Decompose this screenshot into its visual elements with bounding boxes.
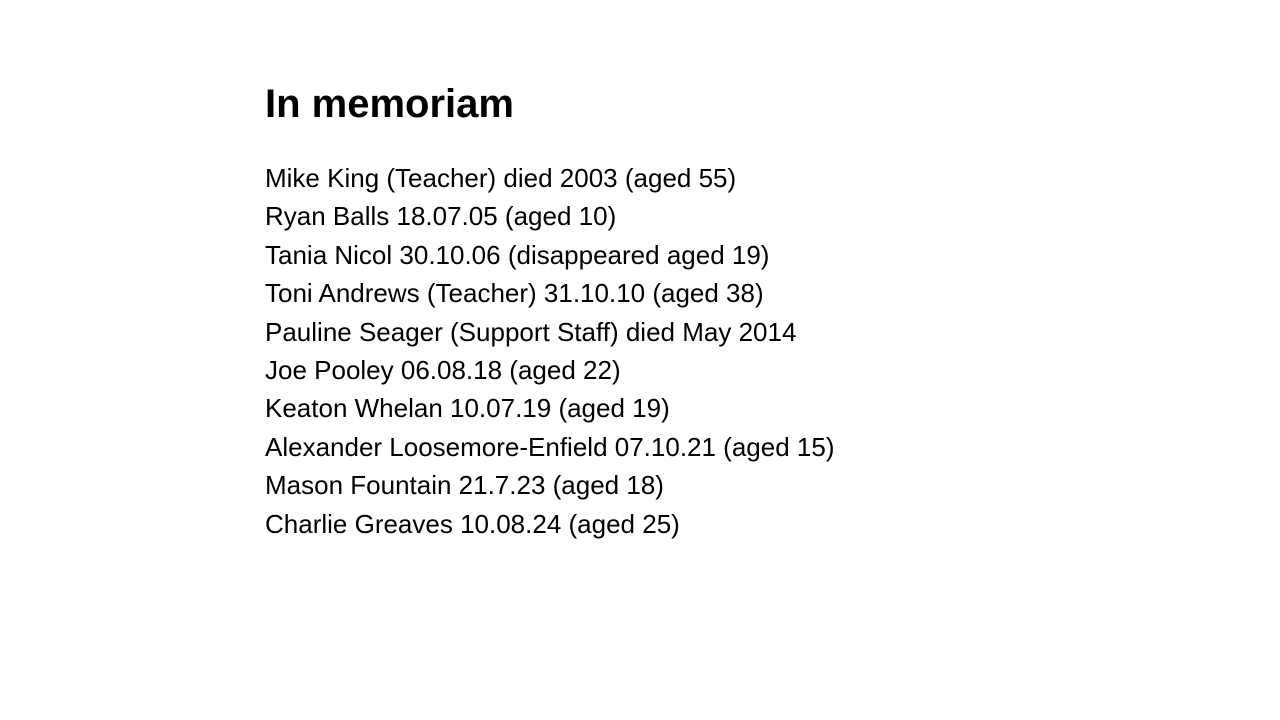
memorial-entry: Alexander Loosemore-Enfield 07.10.21 (aged 15) [265,431,835,462]
memorial-entry: Toni Andrews (Teacher) 31.10.10 (aged 38) [265,278,764,309]
memorial-entry: Mason Fountain 21.7.23 (aged 18) [265,470,664,501]
memorial-entry: Mike King (Teacher) died 2003 (aged 55) [265,163,737,193]
memorial-entry: Keaton Whelan 10.07.19 (aged 19) [265,393,670,424]
memorial-entry: Joe Pooley 06.08.18 (aged 22) [265,355,621,386]
memorial-entry: Ryan Balls 18.07.05 (aged 10) [265,201,617,232]
memorial-entry: Pauline Seager (Support Staff) died May 2014 [265,316,797,347]
memorial-entry: Charlie Greaves 10.08.24 (aged 25) [265,508,680,539]
memorial-list [265,159,835,543]
memorial-entry: Tania Nicol 30.10.06 (disappeared aged 19) [265,239,770,270]
slide-title: In memoriam [265,82,514,126]
